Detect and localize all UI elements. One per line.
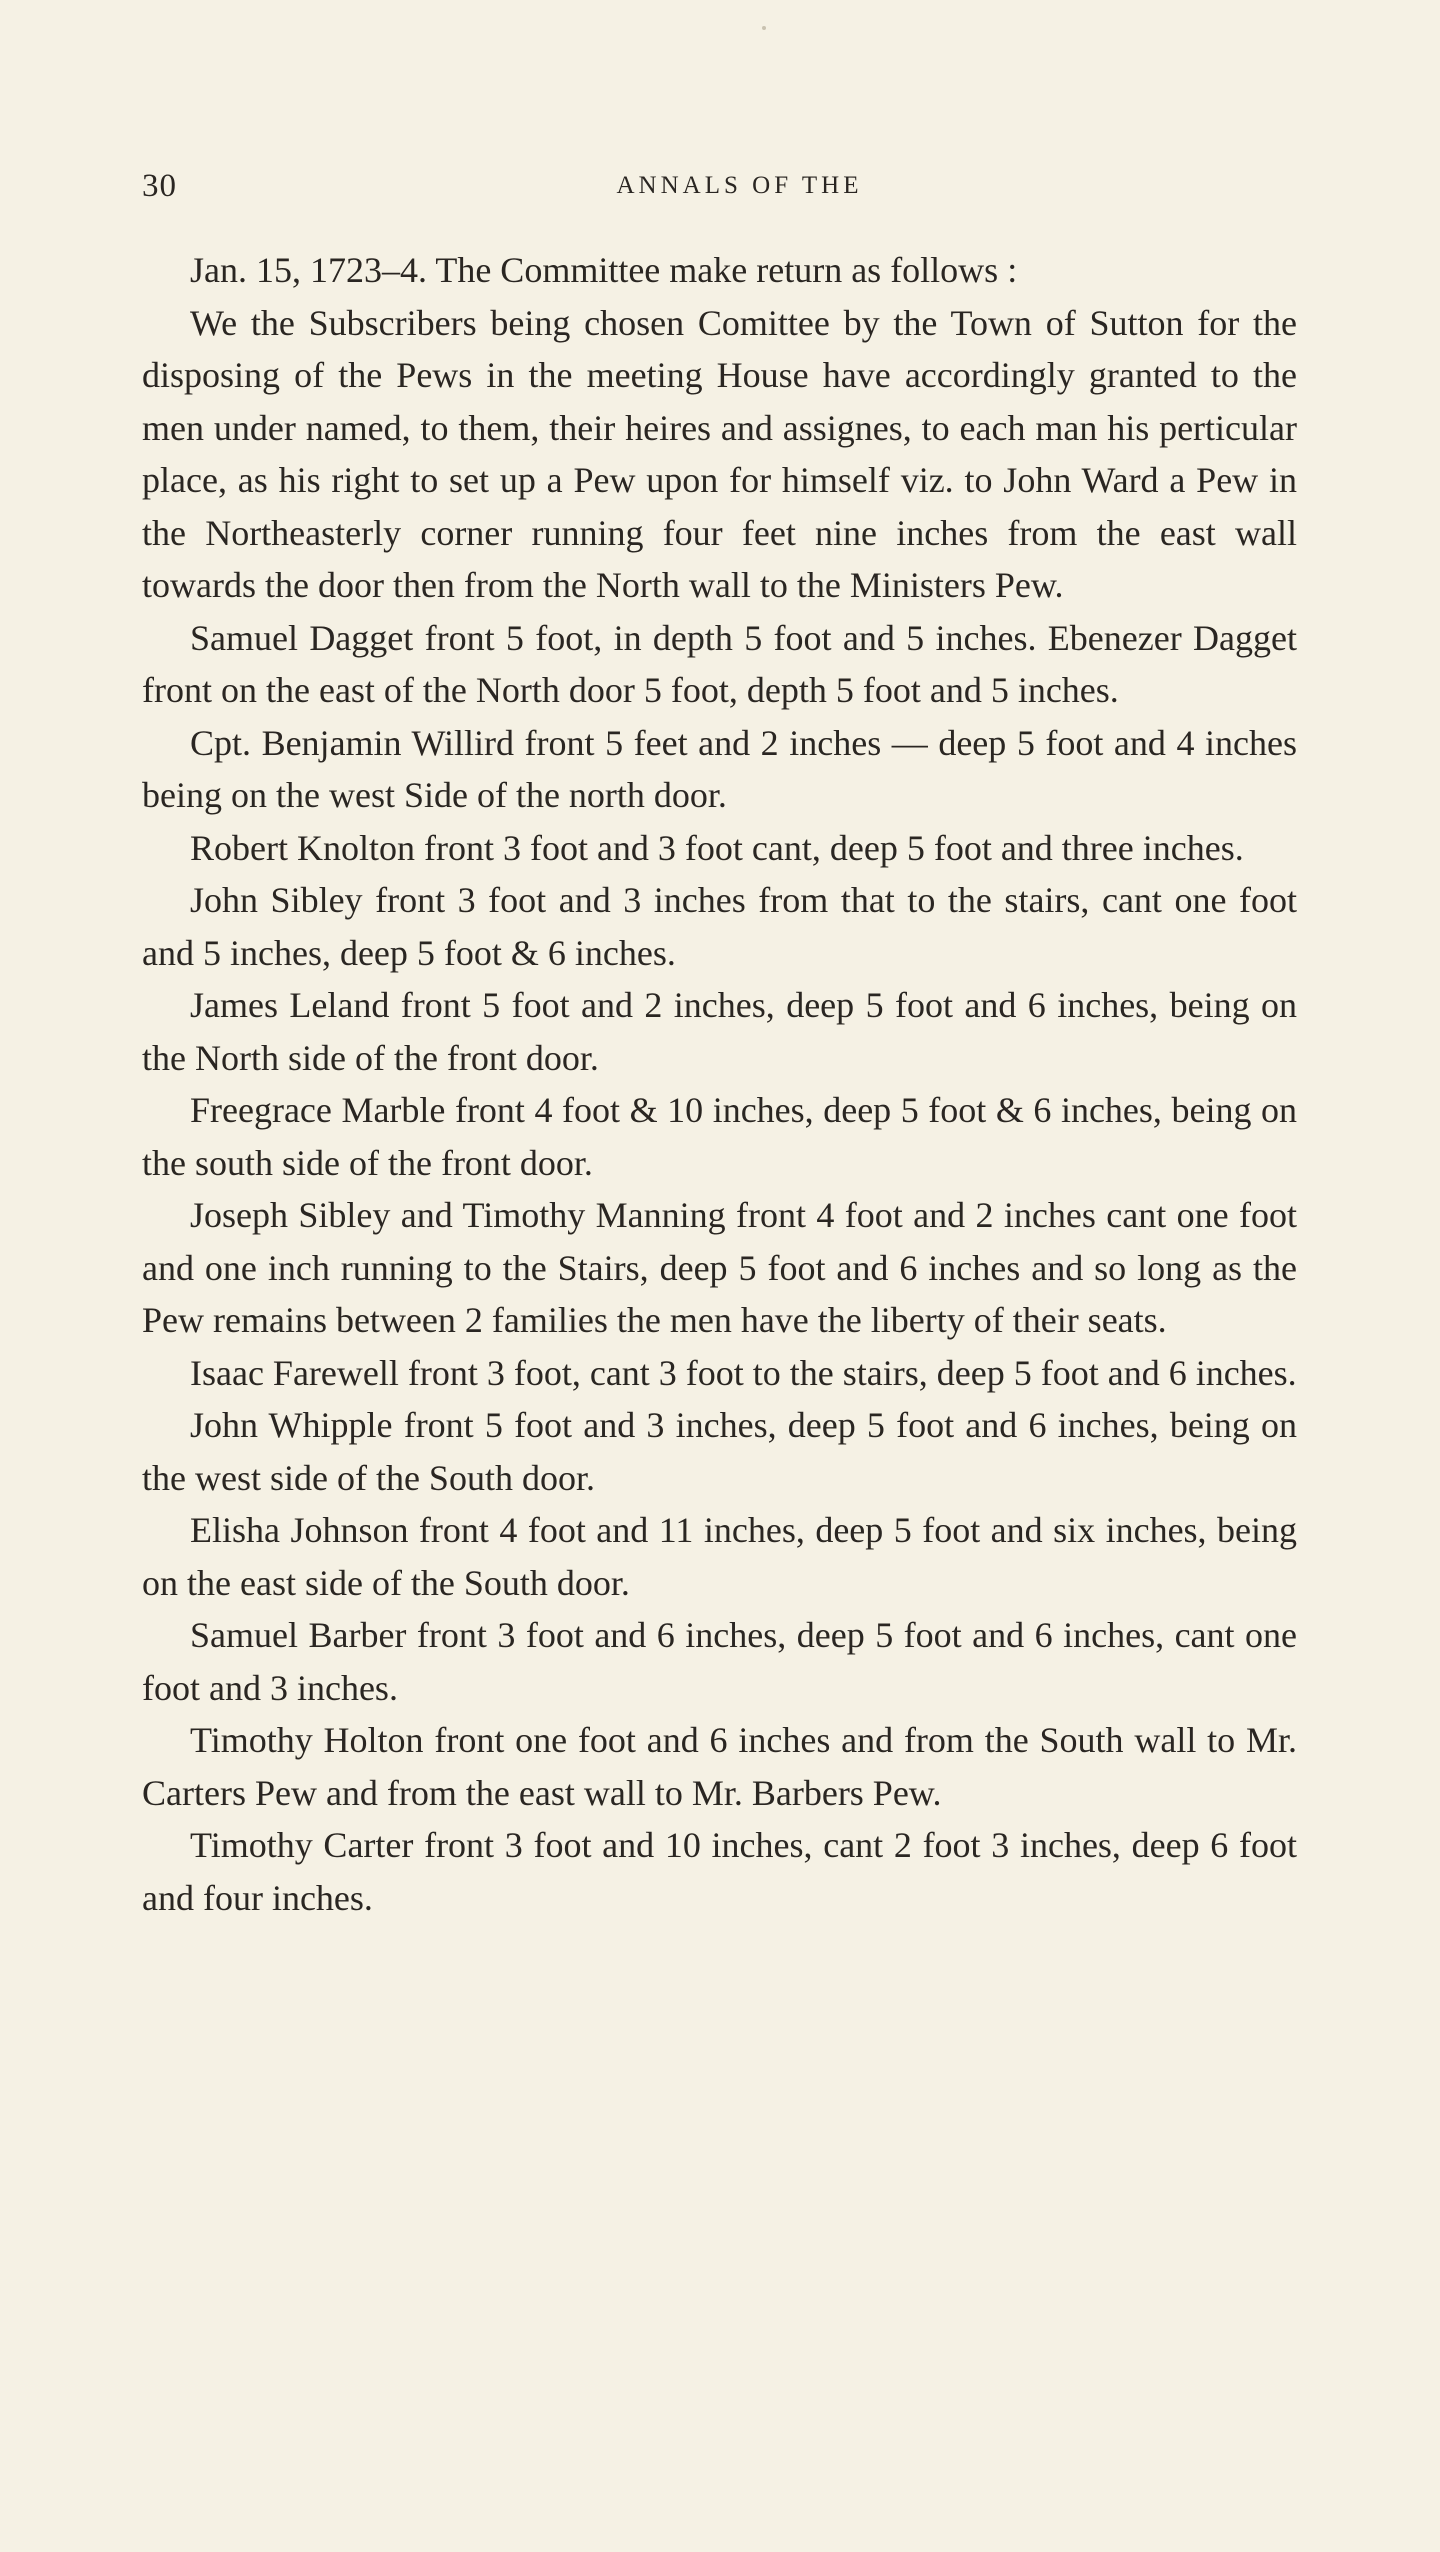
paragraph: Timothy Holton front one foot and 6 inches and from the South wall to Mr. Carters Pew and from the east wall to Mr. Barbers Pew.	[142, 1720, 1297, 1813]
paragraph: Freegrace Marble front 4 foot & 10 inches, deep 5 foot & 6 inches, being on the south side of the front door.	[142, 1090, 1297, 1183]
paragraph: James Leland front 5 foot and 2 inches, deep 5 foot and 6 inches, being on the North side of the front door.	[142, 985, 1297, 1078]
paragraph: Cpt. Benjamin Willird front 5 feet and 2 inches — deep 5 foot and 4 inches being on the west Side of the north door.	[142, 722, 1297, 815]
paragraph: Isaac Farewell front 3 foot, cant 3 foot to the stairs, deep 5 foot and 6 inches.	[190, 1352, 1297, 1393]
paragraph: Jan. 15, 1723–4. The Committee make return as follows :	[190, 250, 1018, 290]
paragraph: We the Subscribers being chosen Comittee by the Town of Sutton for the disposing of the Pews in the meeting House have accordingly granted to the men under named, to them, their heires and assignes, to each man his perticular place, as his right to set up a Pew upon for himself viz. to John Ward a Pew in the Northeasterly corner running four feet nine inches from the east wall towards the door then from the North wall to the Ministers Pew.	[142, 302, 1297, 605]
paragraph: Robert Knolton front 3 foot and 3 foot cant, deep 5 foot and three inches.	[190, 827, 1244, 868]
page-body	[142, 244, 1297, 1924]
page-number: 30	[142, 168, 177, 204]
paragraph: Timothy Carter front 3 foot and 10 inches, cant 2 foot 3 inches, deep 6 foot and four inches.	[142, 1825, 1297, 1918]
running-head: ANNALS OF THE	[616, 172, 863, 199]
paragraph: John Whipple front 5 foot and 3 inches, deep 5 foot and 6 inches, being on the west side of the South door.	[142, 1405, 1297, 1498]
paragraph: Joseph Sibley and Timothy Manning front 4 foot and 2 inches cant one foot and one inch running to the Stairs, deep 5 foot and 6 inches and so long as the Pew remains between 2 families the men have the liberty of their seats.	[142, 1195, 1297, 1340]
paragraph: Samuel Barber front 3 foot and 6 inches, deep 5 foot and 6 inches, cant one foot and 3 inches.	[142, 1615, 1297, 1708]
paragraph: John Sibley front 3 foot and 3 inches from that to the stairs, cant one foot and 5 inches, deep 5 foot & 6 inches.	[142, 880, 1297, 973]
paragraph: Samuel Dagget front 5 foot, in depth 5 foot and 5 inches. Ebenezer Dagget front on the east of the North door 5 foot, depth 5 foot and 5 inches.	[142, 617, 1297, 710]
page-header	[142, 168, 1297, 208]
print-speck	[762, 26, 766, 30]
paragraph: Elisha Johnson front 4 foot and 11 inches, deep 5 foot and six inches, being on the east side of the South door.	[142, 1510, 1297, 1603]
